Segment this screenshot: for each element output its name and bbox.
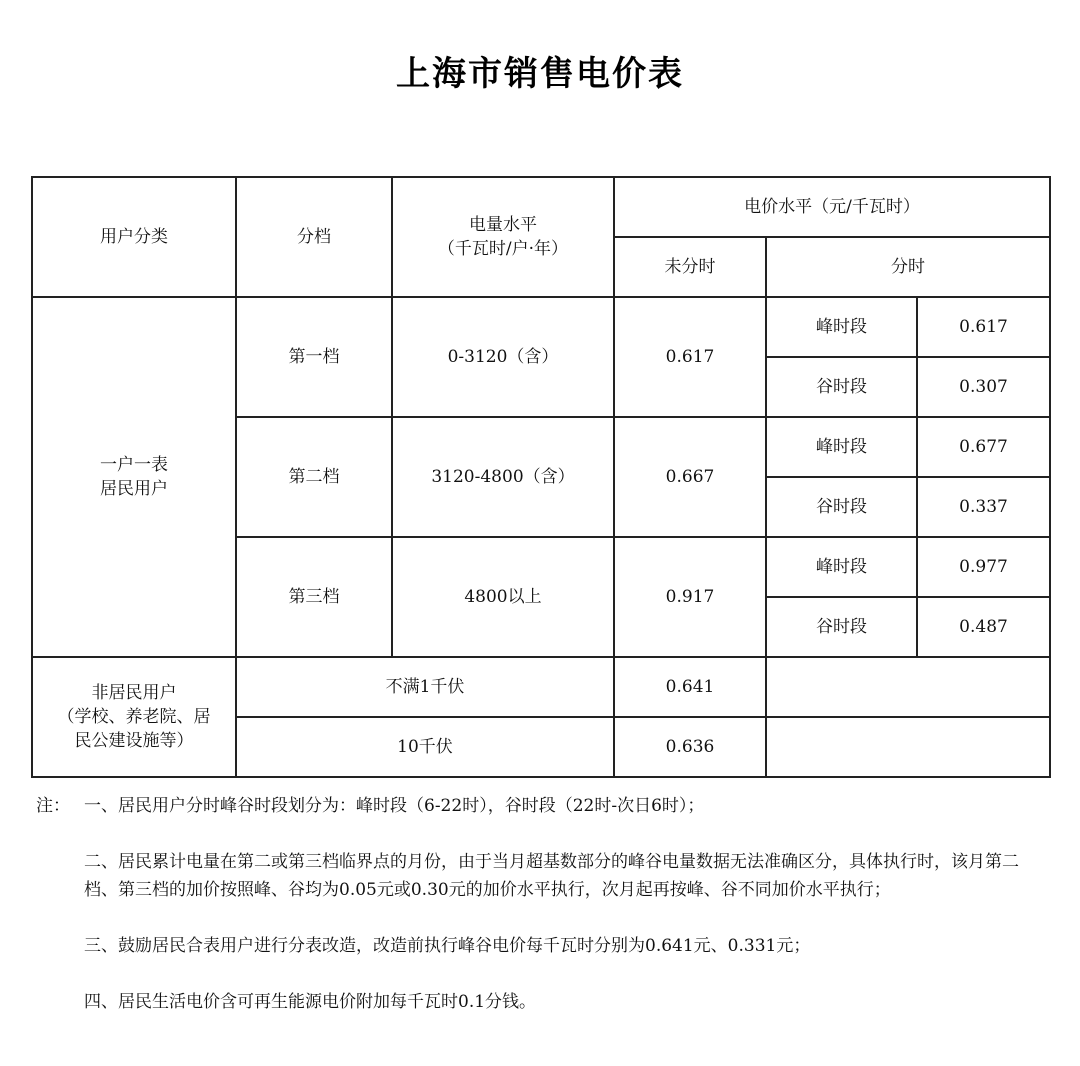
valley-label: 谷时段	[766, 597, 917, 657]
non-residential-label-line1: 非居民用户	[91, 683, 177, 703]
header-price-level: 电价水平（元/千瓦时）	[614, 177, 1050, 237]
peak-price: 0.677	[917, 417, 1050, 477]
table-row	[32, 657, 1050, 717]
note-item: 三、鼓励居民合表用户进行分表改造，改造前执行峰谷电价每千瓦时分别为0.641元、0.331元；	[84, 936, 811, 956]
header-usage-level	[392, 177, 614, 297]
tier-name: 第三档	[236, 537, 392, 657]
header-usage-line2: （千瓦时/户·年）	[437, 239, 569, 259]
peak-price: 0.617	[917, 297, 1050, 357]
valley-label: 谷时段	[766, 477, 917, 537]
residential-label-line2: 居民用户	[100, 479, 168, 499]
notes-label: 注：	[36, 796, 70, 816]
header-row	[32, 177, 1050, 237]
peak-label: 峰时段	[766, 297, 917, 357]
valley-price: 0.307	[917, 357, 1050, 417]
page-title: 上海市销售电价表	[396, 54, 684, 94]
note-text: 一、居民用户分时峰谷时段划分为：峰时段（6-22时），谷时段（22时-次日6时）；	[84, 796, 705, 816]
tier-usage: 0-3120（含）	[392, 297, 614, 417]
peak-price: 0.977	[917, 537, 1050, 597]
capacity-cell: 10千伏	[236, 717, 614, 777]
tier-usage: 3120-4800（含）	[392, 417, 614, 537]
valley-price: 0.337	[917, 477, 1050, 537]
valley-label: 谷时段	[766, 357, 917, 417]
peak-label: 峰时段	[766, 537, 917, 597]
non-residential-price: 0.636	[614, 717, 766, 777]
tier-flat-price: 0.617	[614, 297, 766, 417]
header-usage-line1: 电量水平	[469, 215, 537, 235]
table-row	[32, 297, 1050, 357]
empty-tou-cell	[766, 717, 1050, 777]
non-residential-category-cell	[32, 657, 236, 777]
tier-usage: 4800以上	[392, 537, 614, 657]
electricity-price-table	[31, 176, 1051, 778]
valley-price: 0.487	[917, 597, 1050, 657]
header-tier: 分档	[236, 177, 392, 297]
non-residential-label-line3: 民公建设施等）	[74, 731, 194, 751]
header-user-category: 用户分类	[32, 177, 236, 297]
tier-flat-price: 0.667	[614, 417, 766, 537]
note-item	[36, 792, 1046, 820]
notes-section	[36, 792, 1046, 1016]
peak-label: 峰时段	[766, 417, 917, 477]
residential-label-line1: 一户一表	[100, 455, 168, 475]
tier-name: 第一档	[236, 297, 392, 417]
note-item: 二、居民累计电量在第二或第三档临界点的月份，由于当月超基数部分的峰谷电量数据无法准确区分，具体执行时，该月第二档、第三档的加价按照峰、谷均为0.05元或0.30元的加价水平执行，次月起再按峰、谷不同加价水平执行；	[84, 852, 1019, 900]
capacity-cell: 不满1千伏	[236, 657, 614, 717]
header-non-tou: 未分时	[614, 237, 766, 297]
empty-tou-cell	[766, 657, 1050, 717]
note-item: 四、居民生活电价含可再生能源电价附加每千瓦时0.1分钱。	[84, 992, 537, 1012]
header-tou: 分时	[766, 237, 1050, 297]
tier-name: 第二档	[236, 417, 392, 537]
tier-flat-price: 0.917	[614, 537, 766, 657]
non-residential-label-line2: （学校、养老院、居	[57, 707, 211, 727]
non-residential-price: 0.641	[614, 657, 766, 717]
residential-category-cell	[32, 297, 236, 657]
